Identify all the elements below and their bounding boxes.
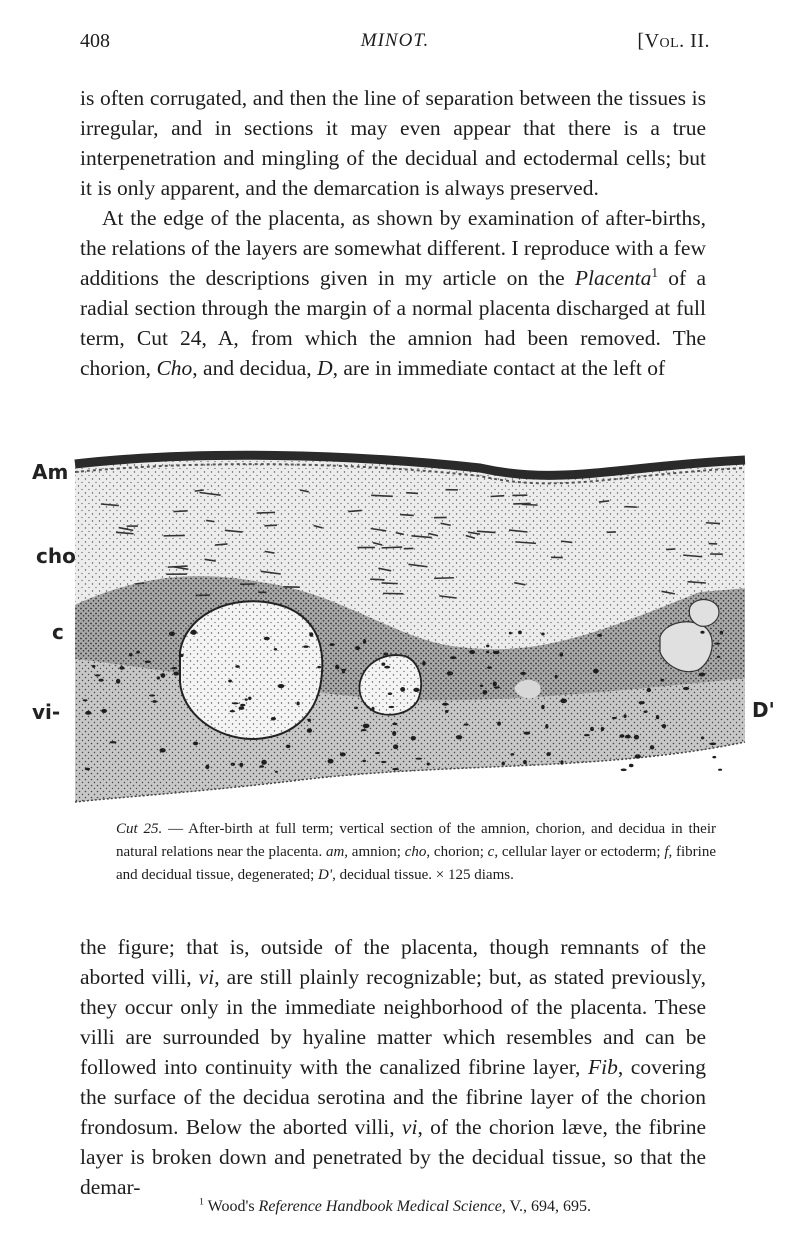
cell-nucleus bbox=[98, 679, 103, 682]
cell-nucleus bbox=[411, 736, 416, 740]
cell-nucleus bbox=[205, 765, 209, 770]
cell-nucleus bbox=[248, 697, 251, 700]
cell-nucleus bbox=[494, 686, 500, 688]
cell-nucleus bbox=[363, 639, 366, 644]
tissue-section-illustration bbox=[0, 442, 800, 822]
fiber-stroke bbox=[706, 523, 720, 524]
cell-nucleus bbox=[456, 735, 463, 739]
cell-nucleus bbox=[700, 631, 704, 634]
cell-nucleus bbox=[555, 675, 558, 678]
fiber-stroke bbox=[382, 583, 398, 584]
fiber-stroke bbox=[370, 579, 384, 580]
cell-nucleus bbox=[621, 769, 627, 772]
cell-nucleus bbox=[230, 710, 235, 712]
cell-nucleus bbox=[662, 724, 666, 728]
cell-nucleus bbox=[278, 684, 285, 688]
cell-nucleus bbox=[129, 653, 132, 657]
cell-nucleus bbox=[328, 759, 334, 764]
footnote-marker: 1 bbox=[651, 264, 658, 280]
cell-nucleus bbox=[271, 717, 276, 720]
cell-nucleus bbox=[259, 765, 264, 768]
fiber-stroke bbox=[406, 493, 418, 494]
cell-nucleus bbox=[712, 756, 716, 759]
fiber-stroke bbox=[522, 504, 538, 505]
cell-nucleus bbox=[635, 754, 641, 758]
cell-nucleus bbox=[469, 650, 475, 654]
cell-nucleus bbox=[486, 644, 489, 647]
cell-nucleus bbox=[560, 760, 563, 764]
cell-nucleus bbox=[639, 701, 645, 704]
cell-nucleus bbox=[239, 706, 245, 710]
cell-nucleus bbox=[172, 667, 178, 669]
cell-nucleus bbox=[384, 666, 390, 669]
footnote: $^1$ Wood's Reference Handbook Medical Science, V., 694, 695. bbox=[198, 1196, 592, 1215]
cell-nucleus bbox=[683, 687, 689, 690]
cell-nucleus bbox=[355, 646, 360, 650]
cell-nucleus bbox=[612, 717, 617, 719]
cell-nucleus bbox=[240, 704, 245, 707]
cell-nucleus bbox=[173, 672, 179, 676]
cell-nucleus bbox=[629, 764, 634, 768]
cell-nucleus bbox=[546, 752, 550, 756]
cell-nucleus bbox=[92, 665, 95, 668]
cell-nucleus bbox=[381, 761, 387, 763]
cell-nucleus bbox=[718, 769, 722, 771]
cell-nucleus bbox=[392, 723, 397, 726]
label-chorion: cho bbox=[36, 544, 76, 568]
cell-nucleus bbox=[362, 760, 366, 763]
cell-nucleus bbox=[497, 721, 501, 725]
cell-nucleus bbox=[235, 665, 239, 668]
running-title: MINOT. bbox=[360, 30, 430, 51]
volume-label: [Vol. II. bbox=[637, 30, 710, 52]
fiber-stroke bbox=[371, 495, 393, 496]
cell-nucleus bbox=[307, 728, 312, 732]
fiber-stroke bbox=[348, 510, 361, 511]
cell-nucleus bbox=[85, 768, 90, 771]
cell-nucleus bbox=[450, 656, 456, 659]
cell-nucleus bbox=[231, 763, 235, 766]
cell-nucleus bbox=[149, 694, 155, 696]
cell-nucleus bbox=[400, 687, 405, 692]
cell-nucleus bbox=[520, 672, 526, 675]
cell-nucleus bbox=[493, 681, 497, 686]
fiber-stroke bbox=[491, 496, 505, 497]
cell-nucleus bbox=[710, 742, 717, 745]
cell-nucleus bbox=[179, 654, 183, 657]
cell-nucleus bbox=[116, 679, 120, 684]
fiber-stroke bbox=[434, 578, 454, 579]
cell-nucleus bbox=[660, 679, 664, 682]
cell-nucleus bbox=[523, 760, 527, 764]
body-text-top bbox=[80, 83, 706, 383]
cell-nucleus bbox=[545, 724, 548, 729]
label-amnion: Am bbox=[32, 460, 69, 484]
cell-nucleus bbox=[340, 752, 346, 756]
cell-nucleus bbox=[169, 631, 175, 636]
cell-nucleus bbox=[541, 633, 545, 636]
cell-nucleus bbox=[427, 763, 430, 766]
fiber-stroke bbox=[257, 512, 275, 513]
cell-nucleus bbox=[274, 648, 277, 651]
label-decidua: D' bbox=[752, 698, 775, 722]
fiber-stroke bbox=[215, 544, 227, 545]
cell-nucleus bbox=[303, 645, 309, 648]
cell-nucleus bbox=[190, 630, 196, 635]
cell-nucleus bbox=[714, 643, 720, 645]
cell-nucleus bbox=[193, 742, 198, 746]
cell-nucleus bbox=[480, 685, 483, 687]
cell-nucleus bbox=[590, 727, 594, 731]
fiber-stroke bbox=[135, 583, 144, 584]
cell-nucleus bbox=[601, 727, 604, 731]
cell-nucleus bbox=[83, 699, 88, 701]
page-header bbox=[80, 30, 710, 60]
cell-nucleus bbox=[335, 665, 339, 670]
cell-nucleus bbox=[445, 710, 448, 713]
cell-nucleus bbox=[619, 734, 624, 738]
fiber-stroke bbox=[173, 511, 187, 512]
cell-nucleus bbox=[145, 661, 151, 663]
cell-nucleus bbox=[584, 734, 590, 736]
cell-nucleus bbox=[392, 768, 399, 770]
cell-nucleus bbox=[643, 710, 647, 712]
cell-nucleus bbox=[623, 714, 626, 718]
cell-nucleus bbox=[487, 666, 492, 669]
cell-nucleus bbox=[541, 705, 544, 709]
cell-nucleus bbox=[560, 652, 564, 656]
cell-nucleus bbox=[232, 702, 239, 704]
cell-nucleus bbox=[152, 700, 157, 703]
cell-nucleus bbox=[275, 771, 278, 773]
cell-nucleus bbox=[286, 745, 291, 749]
cell-nucleus bbox=[510, 753, 514, 755]
cell-nucleus bbox=[389, 706, 395, 708]
cell-nucleus bbox=[95, 674, 100, 676]
cell-nucleus bbox=[509, 632, 512, 635]
cell-nucleus bbox=[261, 760, 267, 765]
cell-nucleus bbox=[228, 680, 232, 683]
cell-nucleus bbox=[625, 735, 631, 739]
label-villi: vi- bbox=[32, 700, 61, 724]
paragraph: is often corrugated, and then the line of separation between the tissues is irregular, and in sections it may even appear that there is a true interpenetration and mingling of the decidual and ectodermal cells; but it is only apparent, and the demarcation is always preserved. bbox=[80, 86, 706, 200]
cell-nucleus bbox=[717, 656, 720, 658]
fiber-stroke bbox=[382, 547, 403, 548]
page-number: 408 bbox=[80, 30, 110, 52]
cell-nucleus bbox=[392, 731, 396, 736]
cell-nucleus bbox=[317, 666, 321, 668]
cell-nucleus bbox=[593, 669, 599, 674]
histology-figure bbox=[0, 442, 800, 822]
cell-nucleus bbox=[518, 630, 522, 634]
cell-nucleus bbox=[354, 707, 358, 709]
cell-nucleus bbox=[85, 711, 91, 715]
cell-nucleus bbox=[597, 634, 602, 637]
cell-nucleus bbox=[634, 735, 639, 740]
cell-nucleus bbox=[524, 732, 531, 735]
cell-nucleus bbox=[330, 643, 335, 646]
fiber-stroke bbox=[264, 525, 276, 526]
cell-nucleus bbox=[413, 688, 419, 692]
cell-nucleus bbox=[699, 673, 706, 677]
cell-nucleus bbox=[308, 719, 311, 722]
cell-nucleus bbox=[296, 702, 299, 706]
cell-nucleus bbox=[381, 663, 385, 666]
cell-nucleus bbox=[160, 748, 166, 752]
cell-nucleus bbox=[656, 715, 660, 719]
cell-nucleus bbox=[245, 698, 248, 700]
cell-nucleus bbox=[482, 690, 487, 695]
cell-nucleus bbox=[720, 631, 723, 635]
cell-nucleus bbox=[502, 762, 505, 766]
cell-nucleus bbox=[309, 632, 313, 637]
cell-nucleus bbox=[157, 676, 160, 679]
cell-nucleus bbox=[442, 703, 448, 706]
cell-nucleus bbox=[383, 652, 388, 655]
fiber-stroke bbox=[400, 515, 414, 516]
cell-nucleus bbox=[701, 736, 704, 739]
cell-nucleus bbox=[388, 692, 393, 694]
cell-nucleus bbox=[422, 661, 425, 666]
figure-caption: Cut 25. — After-birth at full term; vertical section of the amnion, chorion, and decidua in their natural relations near the placenta. am, amnion; cho, chorion; c, cellular layer or ectoderm; f, fibrine and decidual tissue, degenerated; D', decidual tissue. × 125 diams. bbox=[116, 821, 716, 883]
cell-nucleus bbox=[650, 745, 655, 749]
cell-nucleus bbox=[361, 729, 367, 731]
cell-nucleus bbox=[363, 724, 370, 729]
body-text-bottom bbox=[80, 932, 706, 1202]
paragraph: the figure; that is, outside of the placenta, though remnants of the aborted villi, vi, are still plainly recognizable; but, as stated previously, they occur only in the immediate neighborhood of the placenta. These villi are surrounded by hyaline matter which resembles and can be followed into continuity with the canalized fibrine layer, Fib, covering the surface of the decidua serotina and the fibrine layer of the chorion frondosum. Below the aborted villi, vi, of the chorion læve, the fibrine layer is broken down and penetrated by the decidual tissue, so that the demar- bbox=[80, 935, 706, 1199]
cell-nucleus bbox=[264, 637, 270, 640]
fiber-stroke bbox=[195, 490, 204, 491]
fiber-stroke bbox=[513, 503, 530, 504]
cell-nucleus bbox=[110, 741, 117, 743]
cell-nucleus bbox=[371, 707, 374, 711]
cell-nucleus bbox=[341, 669, 346, 671]
cell-nucleus bbox=[447, 671, 453, 675]
fiber-stroke bbox=[666, 549, 675, 550]
cell-nucleus bbox=[486, 651, 489, 654]
cell-nucleus bbox=[161, 673, 166, 678]
cell-nucleus bbox=[136, 651, 140, 654]
label-cellular-layer: c bbox=[52, 620, 64, 644]
cell-nucleus bbox=[464, 723, 469, 725]
cell-nucleus bbox=[415, 758, 422, 760]
cell-nucleus bbox=[119, 666, 124, 670]
cell-nucleus bbox=[393, 744, 398, 749]
cell-nucleus bbox=[560, 699, 567, 704]
cell-nucleus bbox=[647, 688, 652, 692]
cell-nucleus bbox=[375, 752, 380, 754]
cell-nucleus bbox=[493, 651, 500, 655]
paragraph: At the edge of the placenta, as shown by examination of after-births, the relations of the layers are somewhat different. I reproduce with a few additions the descriptions given in my article on the Placenta$^1$ of a radial section through the margin of a normal placenta discharged at full term, Cut 24, A, from which the amnion had been removed. The chorion, Cho, and decidua, D, are in immediate contact at the left of bbox=[80, 206, 707, 380]
cell-nucleus bbox=[101, 709, 107, 713]
cell-nucleus bbox=[239, 763, 243, 767]
